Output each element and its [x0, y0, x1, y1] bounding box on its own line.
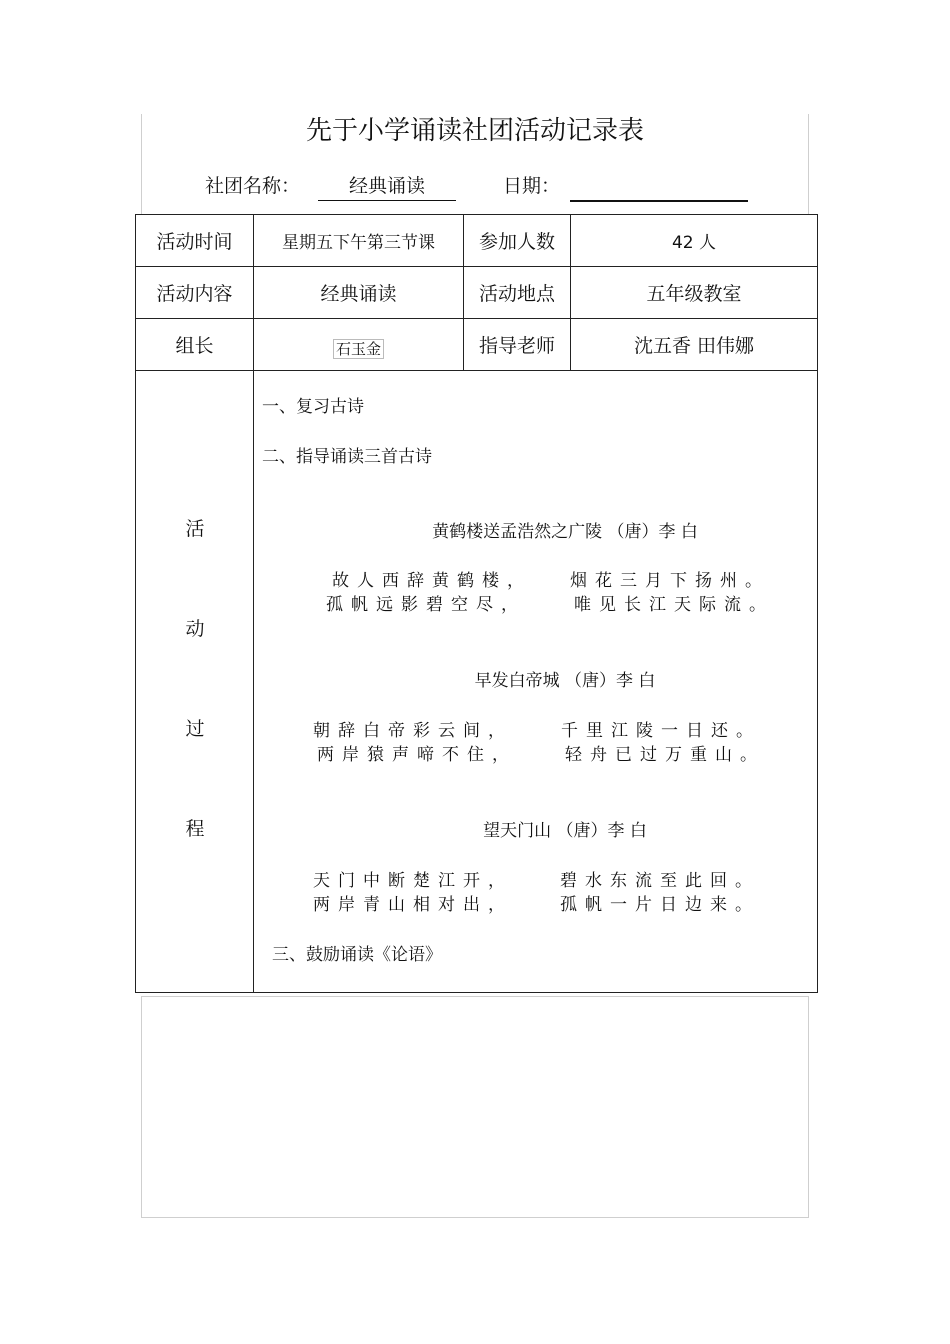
- process-item-review: 一、复习古诗: [262, 397, 364, 417]
- poem-2-line-1b: 千里江陵一日还。: [561, 721, 761, 741]
- row-time: [136, 215, 818, 267]
- activity-content-label: 活动内容: [136, 267, 254, 319]
- process-label-char-4: 程: [185, 818, 205, 840]
- activity-time-value: 星期五下午第三节课: [254, 215, 464, 267]
- leader-value: 石玉金: [333, 339, 384, 359]
- poem-3-title: 望天门山 （唐）李 白: [483, 821, 647, 841]
- frame-bottom-top: [141, 996, 809, 997]
- frame-right-bottom: [808, 996, 809, 1218]
- poem-3-line-1a: 天门中断楚江开，: [313, 871, 513, 891]
- poem-2-line-1a: 朝辞白帝彩云间，: [313, 721, 513, 741]
- activity-location-label: 活动地点: [464, 267, 571, 319]
- club-name-label: 社团名称：: [205, 175, 301, 197]
- row-content: [136, 267, 818, 319]
- process-label-char-1: 活: [185, 518, 205, 540]
- activity-time-label: 活动时间: [136, 215, 254, 267]
- poem-1-title: 黄鹤楼送孟浩然之广陵 （唐）李 白: [432, 522, 698, 542]
- poem-2-line-2a: 两岸猿声啼不住，: [317, 745, 517, 765]
- frame-bottom-bottom: [141, 1217, 809, 1218]
- process-label-char-3: 过: [185, 718, 205, 740]
- poem-1-line-1b: 烟花三月下扬州。: [570, 571, 770, 591]
- participants-label: 参加人数: [464, 215, 571, 267]
- poem-3-line-1b: 碧水东流至此回。: [560, 871, 760, 891]
- poem-2-line-2b: 轻舟已过万重山。: [565, 745, 765, 765]
- document-title: 先于小学诵读社团活动记录表: [305, 116, 644, 146]
- process-label-cell: [136, 371, 254, 993]
- activity-content-value: 经典诵读: [254, 267, 464, 319]
- leader-cell: [254, 319, 464, 371]
- poem-1-line-2a: 孤帆远影碧空尽，: [326, 595, 526, 615]
- process-content-cell: [254, 371, 818, 993]
- process-item-guide: 二、指导诵读三首古诗: [262, 447, 432, 467]
- poem-1-line-2b: 唯见长江天际流。: [574, 595, 774, 615]
- activity-location-value: 五年级教室: [571, 267, 818, 319]
- process-label-char-2: 动: [185, 618, 205, 640]
- teacher-label: 指导老师: [464, 319, 571, 371]
- record-table: [135, 214, 818, 993]
- date-label: 日期：: [503, 175, 561, 197]
- poem-3-line-2a: 两岸青山相对出，: [313, 895, 513, 915]
- process-content: [254, 371, 816, 991]
- teacher-value: 沈五香 田伟娜: [571, 319, 818, 371]
- row-leader: [136, 319, 818, 371]
- leader-label: 组长: [136, 319, 254, 371]
- frame-left-bottom: [141, 996, 142, 1218]
- process-item-analects: 三、鼓励诵读《论语》: [272, 945, 442, 965]
- poem-2-title: 早发白帝城 （唐）李 白: [474, 671, 656, 691]
- row-process: [136, 371, 818, 993]
- poem-1-line-1a: 故人西辞黄鹤楼，: [332, 571, 532, 591]
- date-underline: [570, 200, 748, 202]
- club-name-value: 经典诵读: [348, 175, 425, 197]
- poem-3-line-2b: 孤帆一片日边来。: [560, 895, 760, 915]
- participants-value: 42 人: [571, 215, 818, 267]
- club-name-underline: [318, 200, 456, 201]
